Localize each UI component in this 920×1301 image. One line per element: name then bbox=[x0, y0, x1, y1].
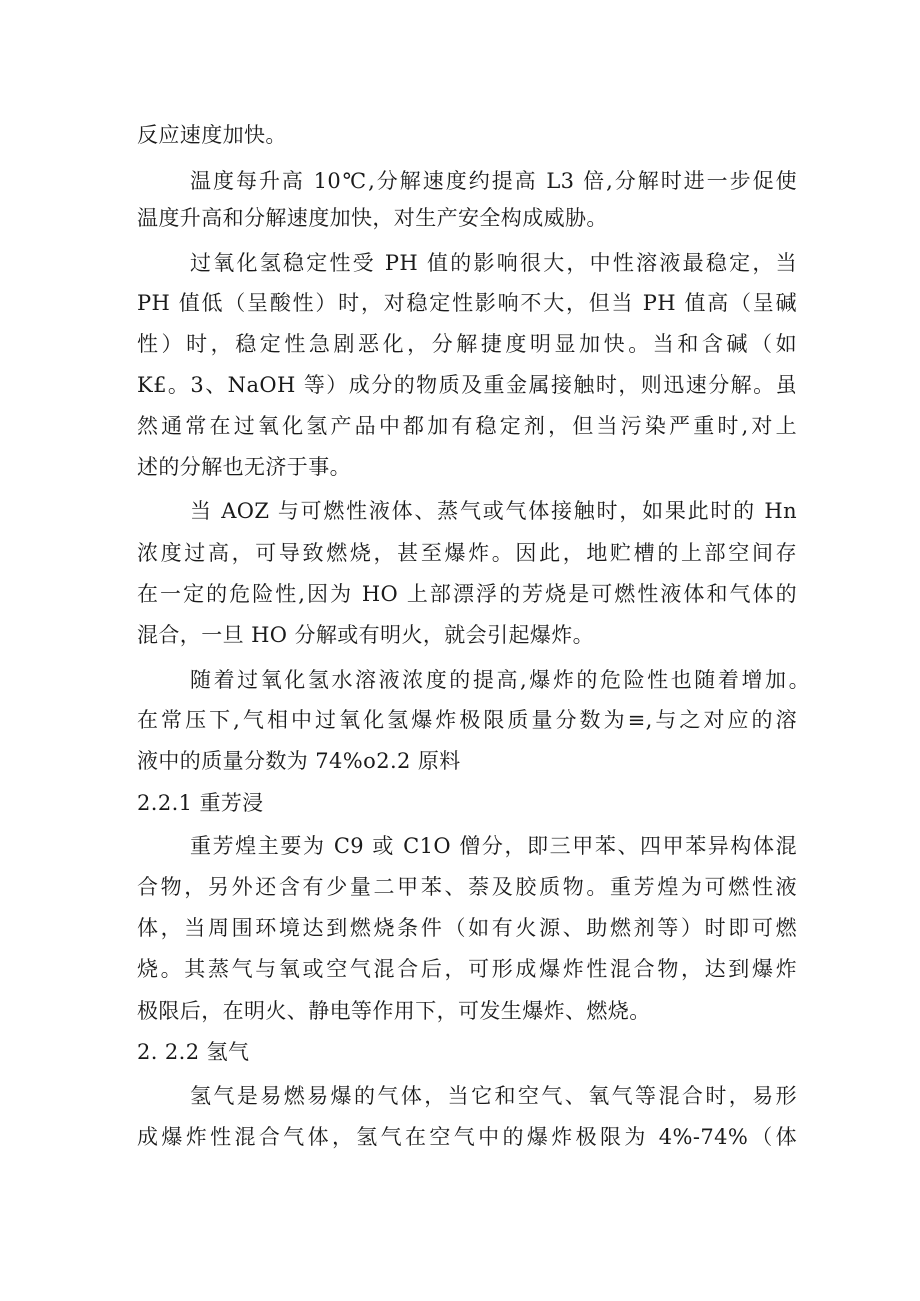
paragraph-line: 过氧化氢稳定性受 PH 值的影响很大，中性溶液最稳定，当 bbox=[190, 251, 797, 275]
paragraph-line: 随着过氧化氢水溶液浓度的提高,爆炸的危险性也随着增加。 bbox=[190, 668, 810, 692]
paragraph-line: 合物，另外还含有少量二甲苯、萘及胶质物。重芳煌为可燃性液 bbox=[137, 875, 797, 899]
paragraph-line: 浓度过高，可导致燃烧，甚至爆炸。因此，地贮槽的上部空间存 bbox=[137, 541, 797, 565]
paragraph-line: 液中的质量分数为 74%o2.2 原料 bbox=[137, 749, 461, 773]
paragraph-line: 体，当周围环境达到燃烧条件（如有火源、助燃剂等）时即可燃 bbox=[137, 916, 797, 940]
paragraph-line: 成爆炸性混合气体，氢气在空气中的爆炸极限为 4%-74%（体 bbox=[137, 1125, 797, 1149]
paragraph-line: 混合，一旦 HO 分解或有明火，就会引起爆炸。 bbox=[137, 623, 595, 647]
paragraph-line: PH 值低（呈酸性）时，对稳定性影响不大，但当 PH 值高（呈碱 bbox=[137, 291, 797, 315]
paragraph-line: 氢气是易燃易爆的气体，当它和空气、氧气等混合时，易形 bbox=[190, 1084, 797, 1108]
paragraph-line: 重芳煌主要为 C9 或 C1O 僧分，即三甲苯、四甲苯异构体混 bbox=[190, 834, 797, 858]
section-heading-2-2-1: 2.2.1 重芳浸 bbox=[137, 791, 264, 815]
paragraph-line: K£。3、NaOH 等）成分的物质及重金属接触时，则迅速分解。虽 bbox=[137, 373, 797, 397]
section-heading-2-2-2: 2. 2.2 氢气 bbox=[137, 1040, 250, 1064]
paragraph-line: 烧。其蒸气与氧或空气混合后，可形成爆炸性混合物，达到爆炸 bbox=[137, 957, 797, 981]
paragraph-line: 然通常在过氧化氢产品中都加有稳定剂，但当污染严重时,对上 bbox=[137, 414, 797, 438]
paragraph-line: 极限后，在明火、静电等作用下，可发生爆炸、燃烧。 bbox=[137, 999, 651, 1023]
paragraph-line: 性）时，稳定性急剧恶化，分解捷度明显加快。当和含碱（如 bbox=[137, 332, 797, 356]
paragraph-line: 在一定的危险性,因为 HO 上部漂浮的芳烧是可燃性液体和气体的 bbox=[137, 582, 797, 606]
paragraph-line: 温度每升高 10℃,分解速度约提高 L3 倍,分解时进一步促使 bbox=[190, 169, 797, 193]
paragraph-line: 温度升高和分解速度加快，对生产安全构成威胁。 bbox=[137, 206, 608, 230]
paragraph-line: 反应速度加快。 bbox=[137, 123, 287, 147]
paragraph-line: 在常压下,气相中过氧化氢爆炸极限质量分数为≡,与之对应的溶 bbox=[137, 708, 797, 732]
paragraph-line: 述的分解也无济于事。 bbox=[137, 455, 351, 479]
paragraph-line: 当 AOZ 与可燃性液体、蒸气或气体接触时，如果此时的 Hn bbox=[190, 499, 797, 523]
